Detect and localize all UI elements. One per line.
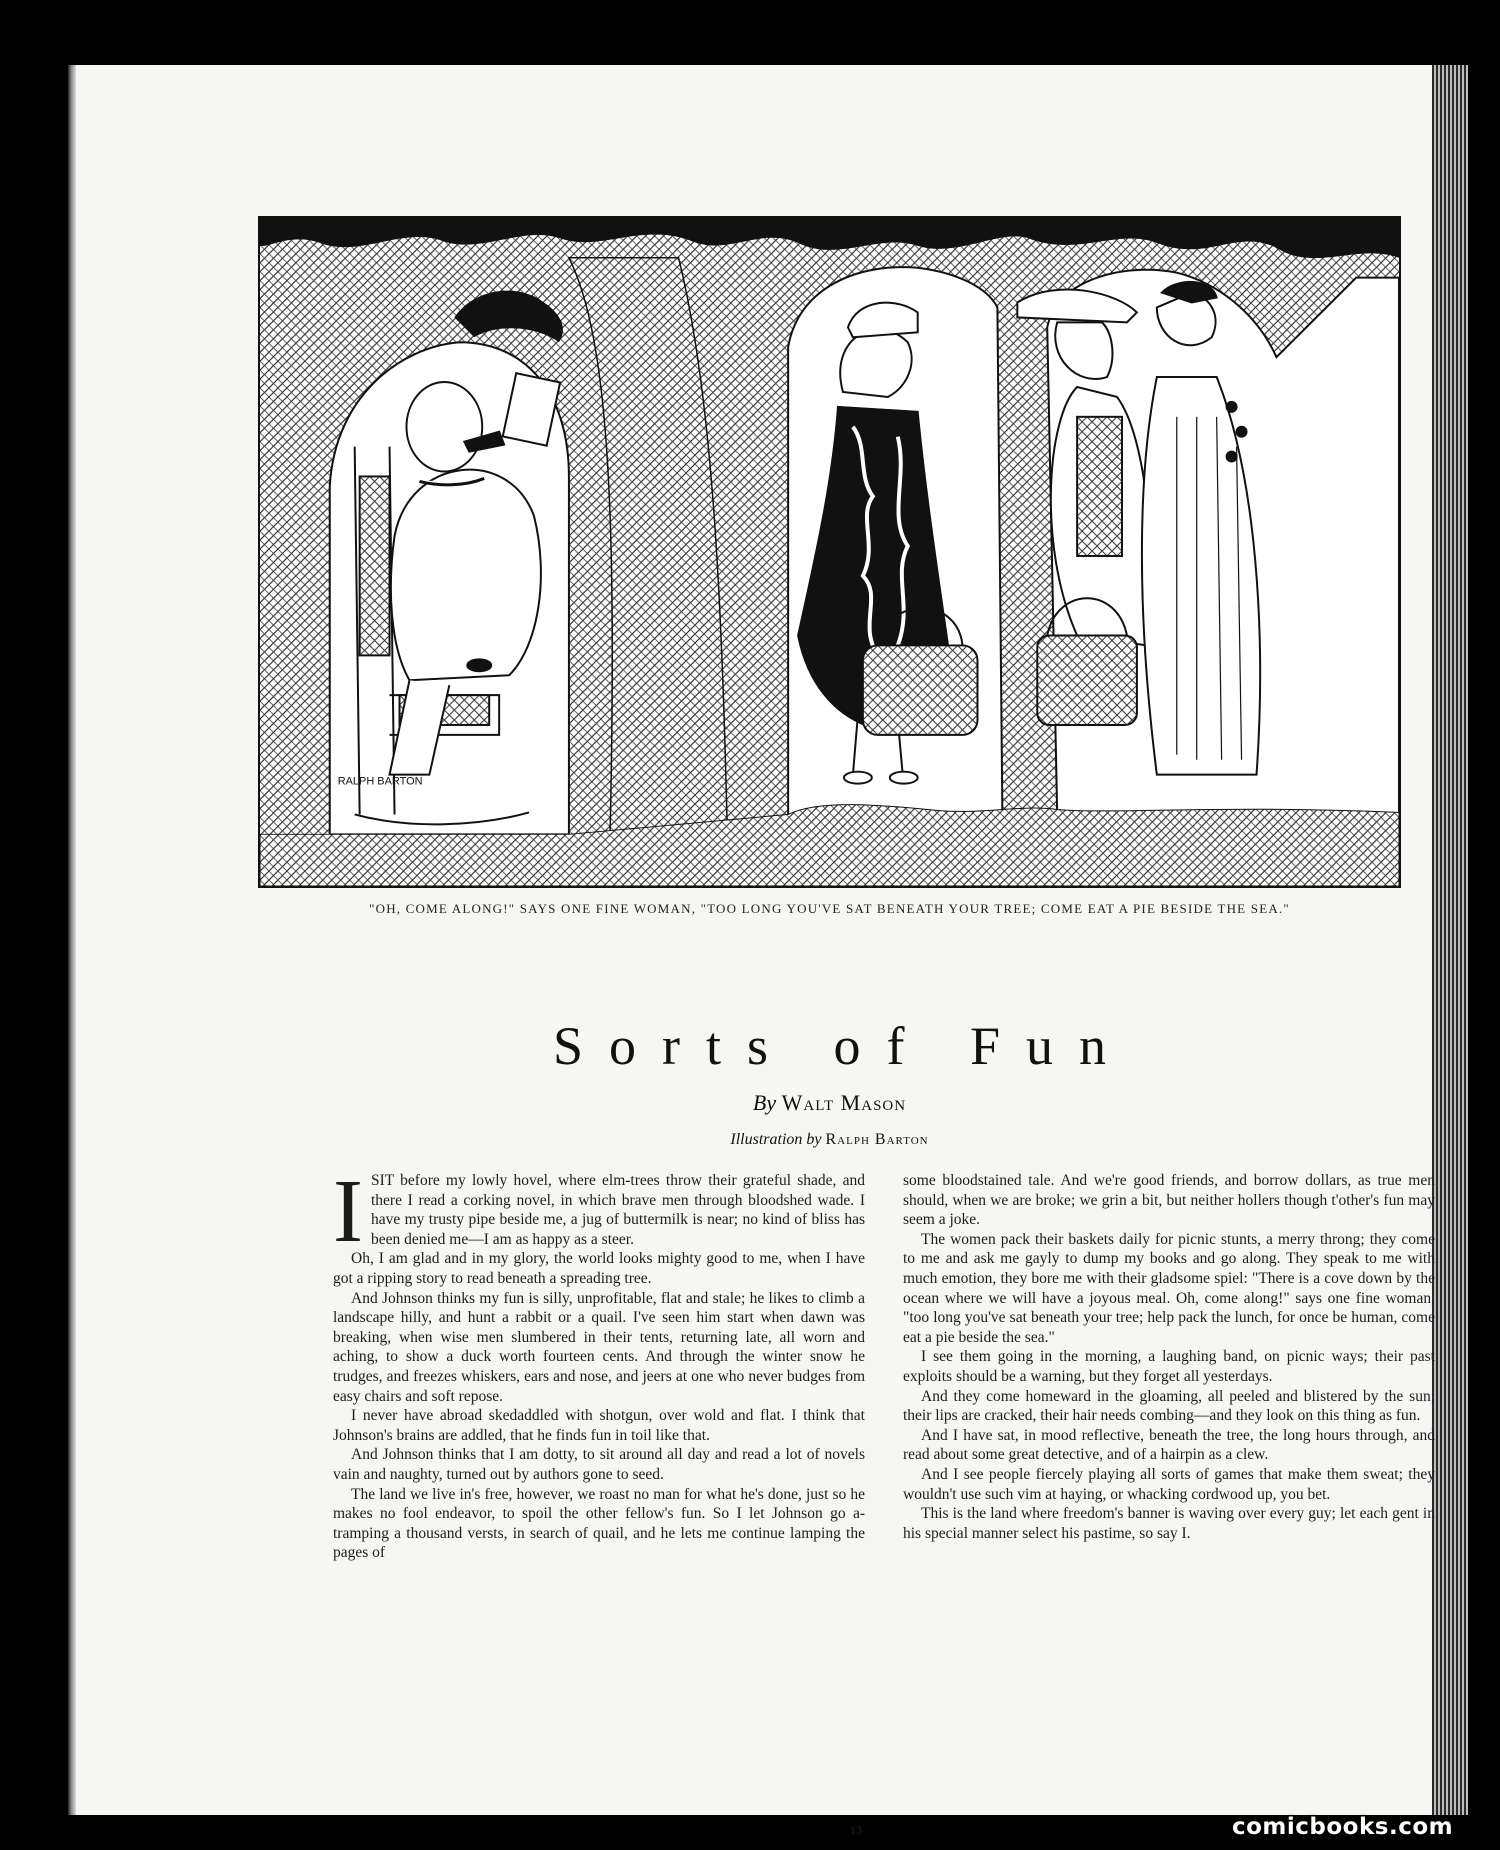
drop-cap: I — [333, 1162, 363, 1261]
right-column — [903, 1171, 1435, 1543]
left-column — [333, 1162, 865, 1563]
paragraph: And they come homeward in the gloaming, all peeled and blistered by the sun; their lips are cracked, their hair needs combing—and they look on this thing as fun. — [903, 1387, 1435, 1425]
page-stack-edge — [1432, 65, 1468, 1815]
paragraph: And I have sat, in mood reflective, beneath the tree, the long hours through, and read about some great detective, and of a hairpin as a clew. — [903, 1426, 1435, 1464]
illustrator-name: Ralph Barton — [825, 1131, 929, 1148]
paragraph: The women pack their baskets daily for picnic stunts, a merry throng; they come to me and ask me gayly to dump my books and go along. They speak to me with much emotion, they bore me with their gladsome spiel: "There is a cove down by the ocean where we will have a joyous meal. Oh, come along!" says one fine woman, "too long you've sat beneath your tree; help pack the lunch, for once be human, come eat a pie beside the sea." — [903, 1230, 1435, 1346]
paragraph: ISIT before my lowly hovel, where elm-trees throw their grateful shade, and there I read a corking novel, in which brave men through bloodshed wade. I have my trusty pipe beside me, a jug of buttermilk is near; no kind of bliss has been denied me—I am as happy as a steer. — [333, 1162, 865, 1261]
illustration-caption: "OH, COME ALONG!" SAYS ONE FINE WOMAN, "TOO LONG YOU'VE SAT BENEATH YOUR TREE; COME EAT A PIE BESIDE THE SEA." — [369, 901, 1290, 916]
byline-prefix: By — [752, 1090, 777, 1115]
illustration-credit — [258, 1131, 1401, 1149]
illustration — [258, 216, 1401, 888]
artist-signature: RALPH BARTON — [337, 775, 423, 788]
paragraph: And Johnson thinks my fun is silly, unprofitable, flat and stale; he likes to climb a landscape hilly, and hunt a rabbit or a quail. I've seen him start when dawn was breaking, when wise men slumbered in their tents, returning late, all worn and aching, to show a duck worth fourteen cents. And through the winter snow he trudges, and freezes whiskers, ears and nose, and jeers at one who never budges from easy chairs and soft repose. — [333, 1289, 865, 1405]
paragraph: some bloodstained tale. And we're good friends, and borrow dollars, as true men should, when we are broke; we grin a bit, but neither hollers though t'other's fun may seem a joke. — [903, 1172, 1435, 1229]
article-byline — [258, 1090, 1401, 1116]
illustration-drawing — [260, 218, 1399, 886]
article-title: Sorts of Fun — [552, 1016, 1133, 1076]
paragraph: I never have abroad skedaddled with shotgun, over wold and flat. I think that Johnson's brains are addled, that he finds fun in toil like that. — [333, 1407, 865, 1444]
paragraph: And I see people fiercely playing all sorts of games that make them sweat; they wouldn't use such vim at haying, or whacking cordwood up, you bet. — [903, 1465, 1435, 1503]
paragraph: This is the land where freedom's banner is waving over every guy; let each gent in his special manner select his pastime, so say I. — [903, 1505, 1435, 1542]
paragraph: And Johnson thinks that I am dotty, to sit around all day and read a lot of novels vain and naughty, turned out by authors gone to seed. — [333, 1446, 865, 1483]
paragraph: Oh, I am glad and in my glory, the world looks mighty good to me, when I have got a ripping story to read beneath a spreading tree. — [333, 1250, 865, 1287]
book-gutter — [68, 65, 76, 1815]
paragraph: The land we live in's free, however, we roast no man for what he's done, just so he makes no fool endeavor, to spoil the other fellow's fun. So I let Johnson go a-tramping a thousand versts, in search of quail, and he lets me continue lamping the pages of — [333, 1485, 865, 1562]
watermark: comicbooks.com — [1232, 1814, 1454, 1840]
credit-prefix: Illustration by — [730, 1131, 822, 1148]
page-number: 13 — [850, 1823, 862, 1837]
author-name: Walt Mason — [781, 1090, 907, 1115]
paragraph: I see them going in the morning, a laughing band, on picnic ways; their past exploits should be a warning, but they forget all yesterdays. — [903, 1348, 1435, 1385]
